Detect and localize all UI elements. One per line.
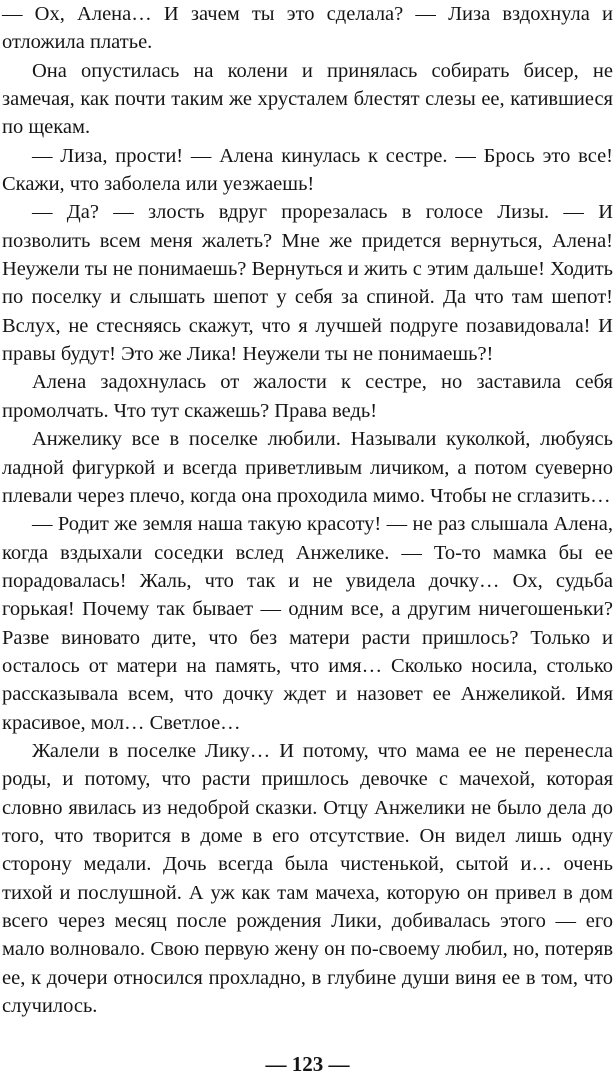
- paragraph-2: Она опустилась на колени и принялась собирать бисер, не замечая, как почти таким же хрусталем блестят слезы ее, катившиеся по щекам.: [2, 59, 613, 139]
- paragraph-3: — Лиза, прости! — Алена кинулась к сестре. — Брось это все! Скажи, что заболела или уезжаешь!: [2, 144, 613, 196]
- paragraph-6: Анжелику все в поселке любили. Называли куколкой, любуясь ладной фигуркой и всегда приветливым личиком, а потом суеверно плевали через плечо, когда она проходила мимо. Чтобы не сглазить…: [2, 428, 613, 507]
- paragraph-7: — Родит же земля наша такую красоту! — не раз слышала Алена, когда вздыхали соседки вслед Анжелике. — То-то мамка бы ее порадовалась! Жаль, что так и не увидела дочку… Ох, судьба горькая! Почему так бывает — одним все, а другим ничегошеньки? Разве виновато дите, что без матери расти пришлось? Только и осталось от матери на память, что имя… Сколько носила, столько рассказывала всем, что дочку ждет и назовет ее Анжеликой. Имя красивое, мол… Светлое…: [2, 513, 613, 734]
- paragraph-1: — Ох, Алена… И зачем ты это сделала? — Лиза вздохнула и отложила платье.: [2, 3, 613, 54]
- page-body: [2, 0, 613, 1020]
- paragraph-5: Алена задохнулась от жалости к сестре, но заставила себя промолчать. Что тут скажешь? Права ведь!: [2, 371, 613, 422]
- paragraph-4: — Да? — злость вдруг прорезалась в голосе Лизы. — И позволить всем меня жалеть? Мне же придется вернуться, Алена! Неужели ты не понимаешь? Вернуться и жить с этим дальше! Ходить по поселку и слышать шепот у себя за спиной. Да что там шепот! Вслух, не стесняясь скажут, что я лучшей подруге позавидовала! И правы будут! Это же Лика! Неужели ты не понимаешь?!: [2, 201, 613, 366]
- paragraph-8: Жалели в поселке Лику… И потому, что мама ее не перенесла роды, и потому, что расти пришлось девочке с мачехой, которая словно явилась из недоброй сказки. Отцу Анжелики не было дела до того, что творится в доме в его отсутствие. Он видел лишь одну сторону медали. Дочь всегда была чистенькой, сытой и… очень тихой и послушной. А уж как там мачеха, которую он привел в дом всего через месяц после рождения Лики, добивалась этого — его мало волновало. Свою первую жену он по-своему любил, но, потеряв ее, к дочери относился прохладно, в глубине души виня ее в том, что случилось.: [2, 739, 613, 1018]
- page-number: — 123 —: [265, 1052, 350, 1076]
